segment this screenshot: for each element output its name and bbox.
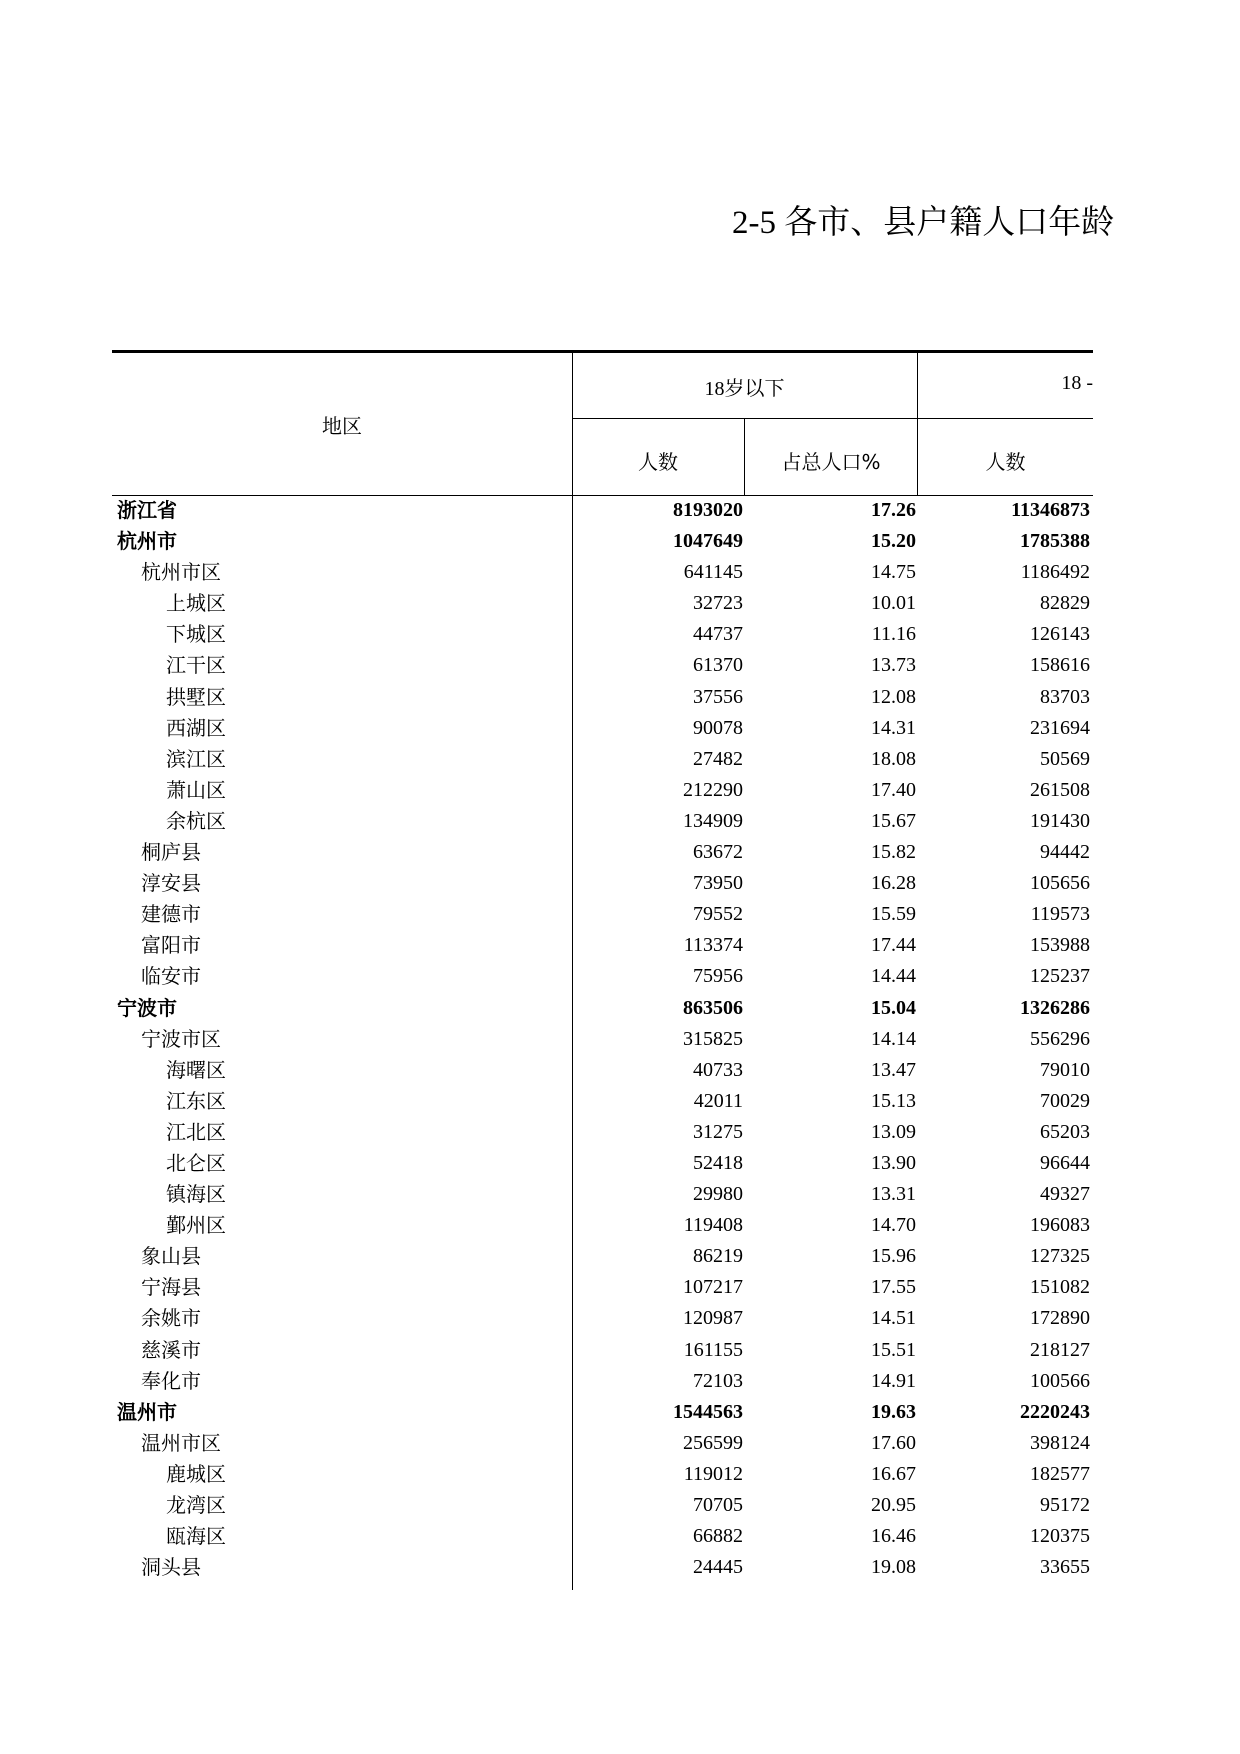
count-cell: 315825 — [683, 1027, 743, 1050]
region-name: 江北区 — [166, 1119, 226, 1144]
count-18-cell: 1326286 — [1020, 996, 1090, 1019]
count-cell: 161155 — [683, 1338, 743, 1361]
table-row — [112, 682, 1093, 713]
count-cell: 32723 — [693, 592, 743, 615]
region-name: 龙湾区 — [166, 1493, 226, 1517]
count-18-cell: 182577 — [1030, 1462, 1090, 1485]
table-row — [112, 619, 1093, 650]
count-cell: 134909 — [683, 809, 743, 832]
population-age-table — [112, 350, 1093, 1590]
percent-cell: 17.44 — [871, 934, 916, 957]
count-cell: 90078 — [693, 716, 743, 739]
count-18-cell: 49327 — [1040, 1183, 1090, 1206]
header-percent: 占总人口% — [781, 450, 881, 474]
percent-cell: 16.67 — [871, 1462, 916, 1485]
table-row — [112, 1459, 1093, 1490]
count-cell: 42011 — [693, 1089, 743, 1112]
percent-cell: 14.70 — [871, 1214, 916, 1237]
percent-cell: 18.08 — [871, 747, 916, 770]
count-18-cell: 96644 — [1040, 1151, 1090, 1174]
region-name: 北仑区 — [166, 1150, 226, 1175]
table-row — [112, 1148, 1093, 1179]
count-18-cell: 79010 — [1040, 1058, 1090, 1081]
count-18-cell: 120375 — [1030, 1525, 1090, 1548]
table-row — [112, 1397, 1093, 1428]
table-row — [112, 899, 1093, 930]
percent-cell: 14.14 — [871, 1027, 916, 1050]
table-row — [112, 1428, 1093, 1459]
table-row — [112, 868, 1093, 899]
count-18-cell: 153988 — [1030, 934, 1090, 957]
count-18-cell: 158616 — [1030, 654, 1090, 677]
percent-cell: 15.20 — [871, 530, 916, 553]
table-row — [112, 1552, 1093, 1583]
count-cell: 120987 — [683, 1307, 743, 1330]
percent-cell: 12.08 — [871, 685, 916, 708]
count-cell: 79552 — [693, 903, 743, 926]
region-name: 洞头县 — [141, 1555, 201, 1580]
region-name: 余姚市 — [141, 1306, 201, 1331]
count-cell: 113374 — [683, 934, 743, 957]
table-row — [112, 650, 1093, 681]
region-name: 杭州市区 — [141, 560, 221, 585]
percent-cell: 15.51 — [871, 1338, 916, 1361]
region-name: 余杭区 — [166, 808, 226, 833]
table-row — [112, 1272, 1093, 1303]
count-18-cell: 33655 — [1040, 1556, 1090, 1579]
count-18-cell: 50569 — [1040, 747, 1090, 770]
region-name: 临安市 — [141, 964, 201, 989]
count-cell: 256599 — [683, 1431, 743, 1454]
table-row — [112, 1210, 1093, 1241]
percent-cell: 17.55 — [871, 1276, 916, 1299]
percent-cell: 14.31 — [871, 716, 916, 739]
percent-cell: 15.82 — [871, 841, 916, 864]
region-name: 奉化市 — [141, 1368, 201, 1393]
region-name: 温州市区 — [141, 1430, 221, 1455]
count-18-cell: 218127 — [1030, 1338, 1090, 1361]
percent-cell: 14.91 — [871, 1369, 916, 1392]
count-18-cell: 127325 — [1030, 1245, 1090, 1268]
table-row — [112, 837, 1093, 868]
count-18-cell: 119573 — [1030, 903, 1090, 926]
percent-cell: 15.04 — [871, 996, 916, 1019]
region-name: 宁波市区 — [141, 1026, 221, 1051]
count-cell: 1544563 — [673, 1400, 743, 1423]
region-name: 浙江省 — [117, 498, 177, 522]
region-name: 温州市 — [117, 1399, 177, 1424]
percent-cell: 15.96 — [871, 1245, 916, 1268]
count-cell: 1047649 — [673, 530, 743, 553]
table-row — [112, 1024, 1093, 1055]
count-cell: 212290 — [683, 778, 743, 801]
region-name: 西湖区 — [166, 715, 226, 740]
count-cell: 29980 — [693, 1183, 743, 1206]
table-row — [112, 1086, 1093, 1117]
region-name: 拱墅区 — [166, 684, 226, 709]
percent-cell: 15.67 — [871, 809, 916, 832]
table-row — [112, 1521, 1093, 1552]
count-cell: 8193020 — [673, 499, 743, 521]
percent-cell: 13.73 — [871, 654, 916, 677]
header-count: 人数 — [638, 450, 678, 474]
region-name: 象山县 — [141, 1244, 201, 1269]
count-cell: 641145 — [683, 561, 743, 584]
header-group-18: 18 - — [1061, 372, 1093, 394]
count-cell: 27482 — [693, 747, 743, 770]
percent-cell: 17.60 — [871, 1431, 916, 1454]
count-18-cell: 11346873 — [1011, 499, 1090, 521]
region-name: 鹿城区 — [166, 1461, 226, 1486]
table-row — [112, 930, 1093, 961]
count-cell: 119012 — [683, 1462, 743, 1485]
region-name: 江干区 — [166, 653, 226, 678]
region-name: 下城区 — [166, 622, 226, 647]
region-name: 鄞州区 — [166, 1213, 226, 1238]
table-row — [112, 1055, 1093, 1086]
table-row — [112, 526, 1093, 557]
percent-cell: 16.46 — [871, 1525, 916, 1548]
top-rule — [112, 350, 1093, 353]
percent-cell: 14.51 — [871, 1307, 916, 1330]
page-title: 2-5 各市、县户籍人口年龄 — [732, 205, 1115, 241]
percent-cell: 15.13 — [871, 1089, 916, 1112]
count-18-cell: 1785388 — [1020, 530, 1090, 553]
table-row — [112, 993, 1093, 1024]
region-name: 宁海县 — [141, 1275, 201, 1300]
count-cell: 24445 — [693, 1556, 743, 1579]
region-name: 上城区 — [166, 591, 226, 616]
table-row — [112, 1241, 1093, 1272]
count-18-cell: 105656 — [1030, 872, 1090, 895]
count-18-cell: 126143 — [1030, 623, 1090, 646]
table-row — [112, 1335, 1093, 1366]
region-name: 建德市 — [141, 902, 201, 927]
count-18-cell: 95172 — [1040, 1494, 1090, 1516]
count-cell: 73950 — [693, 872, 743, 895]
count-cell: 66882 — [693, 1525, 743, 1548]
count-cell: 63672 — [693, 841, 743, 864]
count-18-cell: 398124 — [1030, 1431, 1090, 1454]
region-name: 镇海区 — [166, 1182, 226, 1207]
table-row — [112, 806, 1093, 837]
percent-cell: 17.26 — [871, 499, 916, 521]
percent-cell: 13.47 — [871, 1058, 916, 1081]
count-cell: 86219 — [693, 1245, 743, 1268]
count-cell: 40733 — [693, 1058, 743, 1081]
percent-cell: 13.31 — [871, 1183, 916, 1206]
count-cell: 70705 — [693, 1494, 743, 1516]
count-18-cell: 1186492 — [1020, 561, 1090, 584]
count-18-cell: 191430 — [1030, 809, 1090, 832]
count-18-cell: 261508 — [1030, 778, 1090, 801]
header-region: 地区 — [322, 414, 362, 438]
count-cell: 44737 — [693, 623, 743, 646]
count-18-cell: 70029 — [1040, 1089, 1090, 1112]
percent-cell: 16.28 — [871, 872, 916, 895]
count-cell: 61370 — [693, 654, 743, 677]
region-name: 桐庐县 — [141, 840, 201, 865]
percent-cell: 10.01 — [871, 592, 916, 615]
count-18-cell: 65203 — [1040, 1120, 1090, 1143]
percent-cell: 19.63 — [871, 1400, 916, 1423]
count-18-cell: 231694 — [1030, 716, 1090, 739]
table-row — [112, 495, 1093, 526]
percent-cell: 17.40 — [871, 778, 916, 801]
region-name: 杭州市 — [117, 529, 177, 554]
count-18-cell: 82829 — [1040, 592, 1090, 615]
count-cell: 72103 — [693, 1369, 743, 1392]
percent-cell: 20.95 — [871, 1494, 916, 1516]
count-cell: 107217 — [683, 1276, 743, 1299]
region-name: 富阳市 — [141, 933, 201, 958]
percent-cell: 15.59 — [871, 903, 916, 926]
count-18-cell: 125237 — [1030, 965, 1090, 988]
region-name: 萧山区 — [166, 777, 226, 802]
region-name: 海曙区 — [166, 1057, 226, 1082]
count-18-cell: 151082 — [1030, 1276, 1090, 1299]
count-cell: 37556 — [693, 685, 743, 708]
table-row — [112, 775, 1093, 806]
percent-cell: 11.16 — [871, 623, 916, 646]
table-row — [112, 744, 1093, 775]
count-18-cell: 94442 — [1040, 841, 1090, 864]
table-row — [112, 961, 1093, 992]
region-name: 淳安县 — [141, 871, 201, 896]
count-cell: 52418 — [693, 1151, 743, 1174]
count-18-cell: 83703 — [1040, 685, 1090, 708]
percent-cell: 19.08 — [871, 1556, 916, 1579]
count-cell: 863506 — [683, 996, 743, 1019]
percent-cell: 14.75 — [871, 561, 916, 584]
count-18-cell: 2220243 — [1020, 1400, 1090, 1423]
count-cell: 119408 — [683, 1214, 743, 1237]
table-row — [112, 1179, 1093, 1210]
count-18-cell: 172890 — [1030, 1307, 1090, 1330]
count-18-cell: 196083 — [1030, 1214, 1090, 1237]
region-name: 宁波市 — [117, 995, 177, 1020]
count-18-cell: 100566 — [1030, 1369, 1090, 1392]
count-cell: 31275 — [693, 1120, 743, 1143]
table-row — [112, 557, 1093, 588]
header-group-under18: 18岁以下 — [704, 378, 785, 400]
percent-cell: 13.09 — [871, 1120, 916, 1143]
table-row — [112, 1490, 1093, 1521]
table-row — [112, 713, 1093, 744]
table-row — [112, 1117, 1093, 1148]
region-name: 江东区 — [166, 1088, 226, 1113]
region-name: 瓯海区 — [166, 1524, 226, 1549]
region-name: 慈溪市 — [141, 1337, 201, 1362]
percent-cell: 13.90 — [871, 1151, 916, 1174]
count-cell: 75956 — [693, 965, 743, 988]
count-18-cell: 556296 — [1030, 1027, 1090, 1050]
percent-cell: 14.44 — [871, 965, 916, 988]
table-row — [112, 1303, 1093, 1334]
table-row — [112, 588, 1093, 619]
header-count-18: 人数 — [985, 450, 1026, 474]
region-name: 滨江区 — [166, 746, 226, 771]
table-row — [112, 1366, 1093, 1397]
header-group-rule — [572, 418, 1093, 419]
table-body — [112, 495, 1093, 1583]
